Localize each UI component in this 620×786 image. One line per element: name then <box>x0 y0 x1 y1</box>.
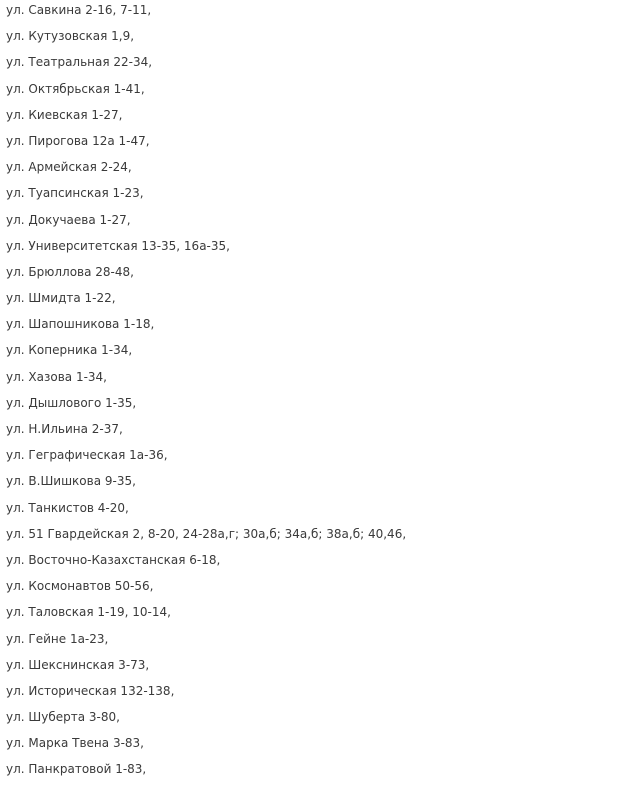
street-item: ул. Таловская 1-19, 10-14, <box>6 605 171 620</box>
street-item: ул. Армейская 2-24, <box>6 160 132 175</box>
street-item: ул. Н.Ильина 2-37, <box>6 422 123 436</box>
street-item: ул. Университетская 13-35, 16а-35, <box>6 238 230 253</box>
street-item: ул. Театральная 22-34, <box>6 55 153 70</box>
street-item: ул. Космонавтов 50-56, <box>6 579 154 594</box>
street-item: ул. Панкратовой 1-83, <box>6 762 147 777</box>
street-item: ул. Хазова 1-34, <box>6 369 107 384</box>
street-item: ул. Танкистов 4-20, <box>6 500 129 515</box>
street-item: ул. Октябрьская 1-41, <box>6 81 145 96</box>
street-item: ул. Шекснинская 3-73, <box>6 657 150 672</box>
street-item: ул. Марка Твена 3-83, <box>6 736 144 751</box>
street-item: ул. Дышлового 1-35, <box>6 395 137 410</box>
street-item: ул. Савкина 2-16, 7-11, <box>6 3 152 17</box>
street-item: ул. Туапсинская 1-23, <box>6 186 144 201</box>
street-item: ул. Историческая 132-138, <box>6 683 175 698</box>
street-item: ул. Коперника 1-34, <box>6 343 133 358</box>
street-item: ул. Киевская 1-27, <box>6 107 123 122</box>
street-item: ул. Шмидта 1-22, <box>6 291 116 306</box>
street-item: ул. Докучаева 1-27, <box>6 212 131 227</box>
street-item: ул. Шапошникова 1-18, <box>6 317 155 332</box>
street-item: ул. Геграфическая 1а-36, <box>6 448 168 463</box>
street-item: ул. 51 Гвардейская 2, 8-20, 24-28а,г; 30а,б; 34а,б; 38а,б; 40,46, <box>6 526 407 541</box>
street-item: ул. Восточно-Казахстанская 6-18, <box>6 552 221 567</box>
street-item: ул. Брюллова 28-48, <box>6 264 134 279</box>
street-item: ул. Пирогова 12а 1-47, <box>6 133 150 148</box>
street-list <box>6 0 616 786</box>
street-item: ул. Кутузовская 1,9, <box>6 29 135 44</box>
street-item: ул. Гейне 1а-23, <box>6 631 109 646</box>
street-item: ул. В.Шишкова 9-35, <box>6 474 136 489</box>
street-item: ул. Шуберта 3-80, <box>6 710 120 725</box>
